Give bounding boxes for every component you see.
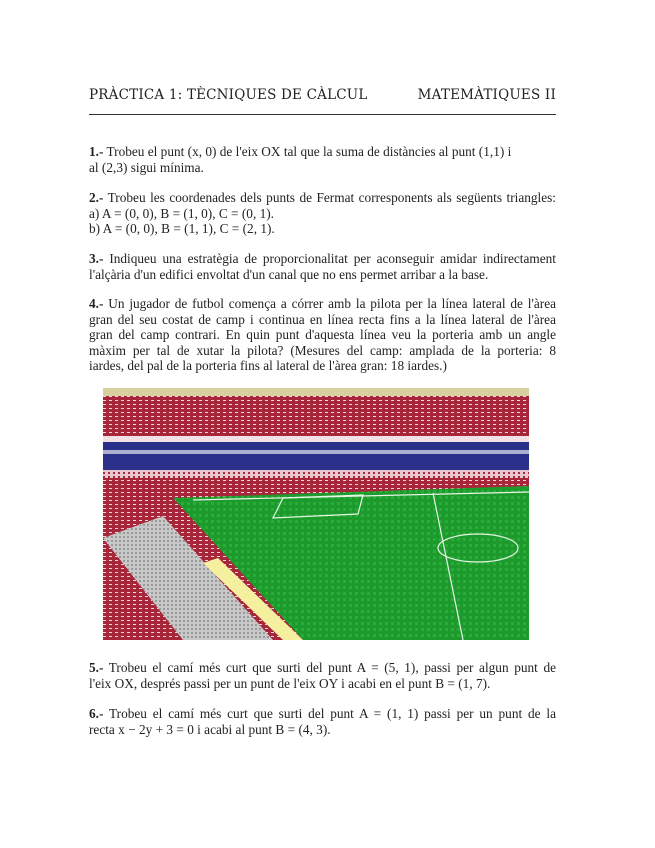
problem-text: Un jugador de futbol comença a córrer amb la pilota per la línea lateral de l'àrea — [108, 296, 557, 311]
problem-text: Indiqueu una estratègia de proporcionalitat per aconseguir amidar indirectament — [109, 251, 556, 266]
problem-text: Trobeu el punt (x, 0) de l'eix OX tal que la suma de distàncies al punt (1,1) i — [106, 144, 512, 159]
problem-text: l'alçària d'un edifici envoltat d'un canal que no ens permet arribar a la base. — [89, 266, 489, 282]
problem-number: 4.- — [89, 296, 104, 311]
header-rule — [89, 114, 556, 115]
problem-number: 1.- — [89, 144, 104, 159]
problem-text: màxim per tal de xutar la pilota? (Mesures del camp: amplada de la porteria: 8 — [89, 342, 556, 358]
header-title: PRÀCTICA 1: TÈCNIQUES DE CÀLCUL — [89, 87, 368, 103]
problem-text: Trobeu el camí més curt que surti del punt A = (1, 1) passi per un punt de la — [109, 706, 556, 721]
problem-3 — [89, 251, 556, 282]
problem-number: 3.- — [89, 251, 104, 266]
problem-text: Trobeu el camí més curt que surti del punt A = (5, 1), passi per algun punt de — [108, 660, 556, 675]
problem-text: a) A = (0, 0), B = (1, 0), C = (0, 1). — [89, 205, 274, 221]
problem-text: l'eix OX, després passi per un punt de l'eix OY i acabi en el punt B = (1, 7). — [89, 675, 491, 691]
problem-text: recta x − 2y + 3 = 0 i acabi al punt B = (4, 3). — [89, 721, 331, 737]
problem-1 — [89, 144, 556, 175]
problem-5 — [89, 660, 556, 691]
header-subject: MATEMÀTIQUES II — [417, 87, 556, 103]
problem-text: iardes, del pal de la porteria fins al lateral de l'àrea gran: 18 iardes.) — [89, 358, 447, 374]
problem-text: al (2,3) sigui mínima. — [89, 159, 204, 175]
problem-text: gran del seu costat de camp i continua en línea recta fins a la línea lateral de l'àrea — [89, 311, 556, 327]
problem-text: b) A = (0, 0), B = (1, 1), C = (2, 1). — [89, 221, 275, 237]
problem-2 — [89, 190, 556, 237]
problem-6 — [89, 706, 556, 737]
problem-text: gran del camp contrari. En quin punt d'aquesta línea veu la porteria amb un angle — [89, 327, 556, 343]
stadium-photo — [103, 388, 529, 640]
problem-text: Trobeu les coordenades dels punts de Fermat corresponents als següents triangles: — [107, 190, 556, 205]
problem-number: 6.- — [89, 706, 104, 721]
problem-number: 2.- — [89, 190, 104, 205]
problem-4 — [89, 296, 556, 374]
problem-number: 5.- — [89, 660, 104, 675]
